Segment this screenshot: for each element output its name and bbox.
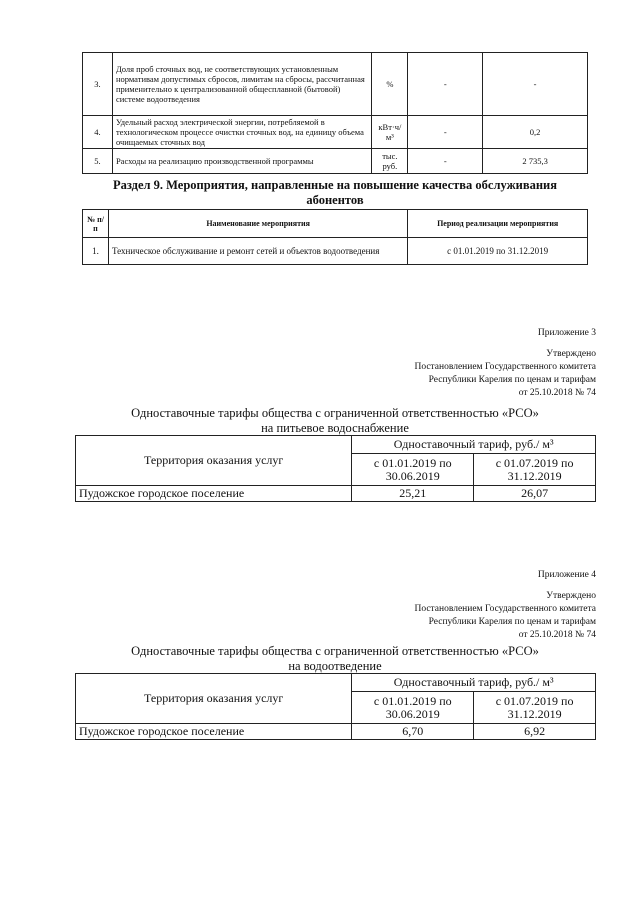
decree-line: Постановлением Государственного комитета [414, 604, 596, 614]
title-line: Одноставочные тарифы общества с ограниченной ответственностью «РСО» [131, 406, 539, 420]
indicator-value: - [483, 53, 588, 116]
column-header-territory: Территория оказания услуг [76, 674, 352, 724]
column-header-territory: Территория оказания услуг [76, 436, 352, 486]
indicator-unit: тыс. руб. [372, 149, 408, 174]
indicator-name: Расходы на реализацию производственной программы [112, 149, 371, 174]
indicator-value: - [408, 116, 483, 149]
measure-period: с 01.01.2019 по 31.12.2019 [408, 238, 588, 265]
column-header-number: № п/п [83, 210, 109, 238]
indicator-value: - [408, 149, 483, 174]
indicator-value: 0,2 [483, 116, 588, 149]
indicator-name: Удельный расход электрической энергии, потребляемой в технологическом процессе очистки сточных вод, на единицу объема очищаемых сточных вод [112, 116, 371, 149]
appendix-4-title [70, 644, 600, 674]
appendix-3-header [300, 327, 596, 400]
table-row [83, 238, 588, 265]
period-header: с 01.01.2019 по 30.06.2019 [352, 454, 474, 486]
indicators-table [82, 52, 588, 174]
decree-date: от 25.10.2018 № 74 [518, 388, 596, 398]
tariff-table-water-supply [75, 435, 596, 502]
title-line: Одноставочные тарифы общества с ограниченной ответственностью «РСО» [131, 644, 539, 658]
decree-line: Республики Карелия по ценам и тарифам [428, 617, 596, 627]
indicator-value: 2 735,3 [483, 149, 588, 174]
indicator-unit: кВт·ч/м³ [372, 116, 408, 149]
period-header: с 01.01.2019 по 30.06.2019 [352, 692, 474, 724]
row-number: 4. [83, 116, 113, 149]
indicator-name: Доля проб сточных вод, не соответствующих установленным нормативам допустимых сбросов, лимитам на сбросы, рассчитанная применительно к централизованной общесплавной (бытовой) системе водоотведения [112, 53, 371, 116]
column-header-name: Наименование мероприятия [108, 210, 407, 238]
indicator-unit: % [372, 53, 408, 116]
appendix-label: Приложение 4 [537, 570, 596, 580]
territory-name: Пудожское городское поселение [76, 724, 352, 740]
tariff-value: 26,07 [474, 486, 596, 502]
period-header: с 01.07.2019 по 31.12.2019 [474, 692, 596, 724]
measure-name: Техническое обслуживание и ремонт сетей и объектов водоотведения [108, 238, 407, 265]
column-header-period: Период реализации мероприятия [408, 210, 588, 238]
tariff-value: 6,92 [474, 724, 596, 740]
row-number: 1. [83, 238, 109, 265]
table-row [76, 724, 596, 740]
table-header-row [76, 674, 596, 692]
column-header-tariff: Одноставочный тариф, руб./ м³ [352, 436, 596, 454]
table-row [83, 116, 588, 149]
decree-line: Республики Карелия по ценам и тарифам [428, 375, 596, 385]
indicator-value: - [408, 53, 483, 116]
tariff-value: 25,21 [352, 486, 474, 502]
table-row [76, 486, 596, 502]
title-subline: на питьевое водоснабжение [261, 421, 409, 435]
tariff-table-wastewater [75, 673, 596, 740]
appendix-3-title [70, 406, 600, 436]
period-header: с 01.07.2019 по 31.12.2019 [474, 454, 596, 486]
title-subline: на водоотведение [288, 659, 382, 673]
appendix-label: Приложение 3 [537, 328, 596, 338]
decree-line: Постановлением Государственного комитета [414, 362, 596, 372]
row-number: 3. [83, 53, 113, 116]
column-header-tariff: Одноставочный тариф, руб./ м³ [352, 674, 596, 692]
table-row [83, 149, 588, 174]
table-row [83, 53, 588, 116]
decree-date: от 25.10.2018 № 74 [518, 630, 596, 640]
tariff-value: 6,70 [352, 724, 474, 740]
table-header-row [76, 436, 596, 454]
approved-label: Утверждено [546, 591, 596, 601]
table-header-row [83, 210, 588, 238]
section-9-heading: Раздел 9. Мероприятия, направленные на повышение качества обслуживания абонентов [112, 178, 558, 207]
approved-label: Утверждено [546, 349, 596, 359]
territory-name: Пудожское городское поселение [76, 486, 352, 502]
appendix-4-header [300, 569, 596, 642]
row-number: 5. [83, 149, 113, 174]
measures-table [82, 209, 588, 265]
